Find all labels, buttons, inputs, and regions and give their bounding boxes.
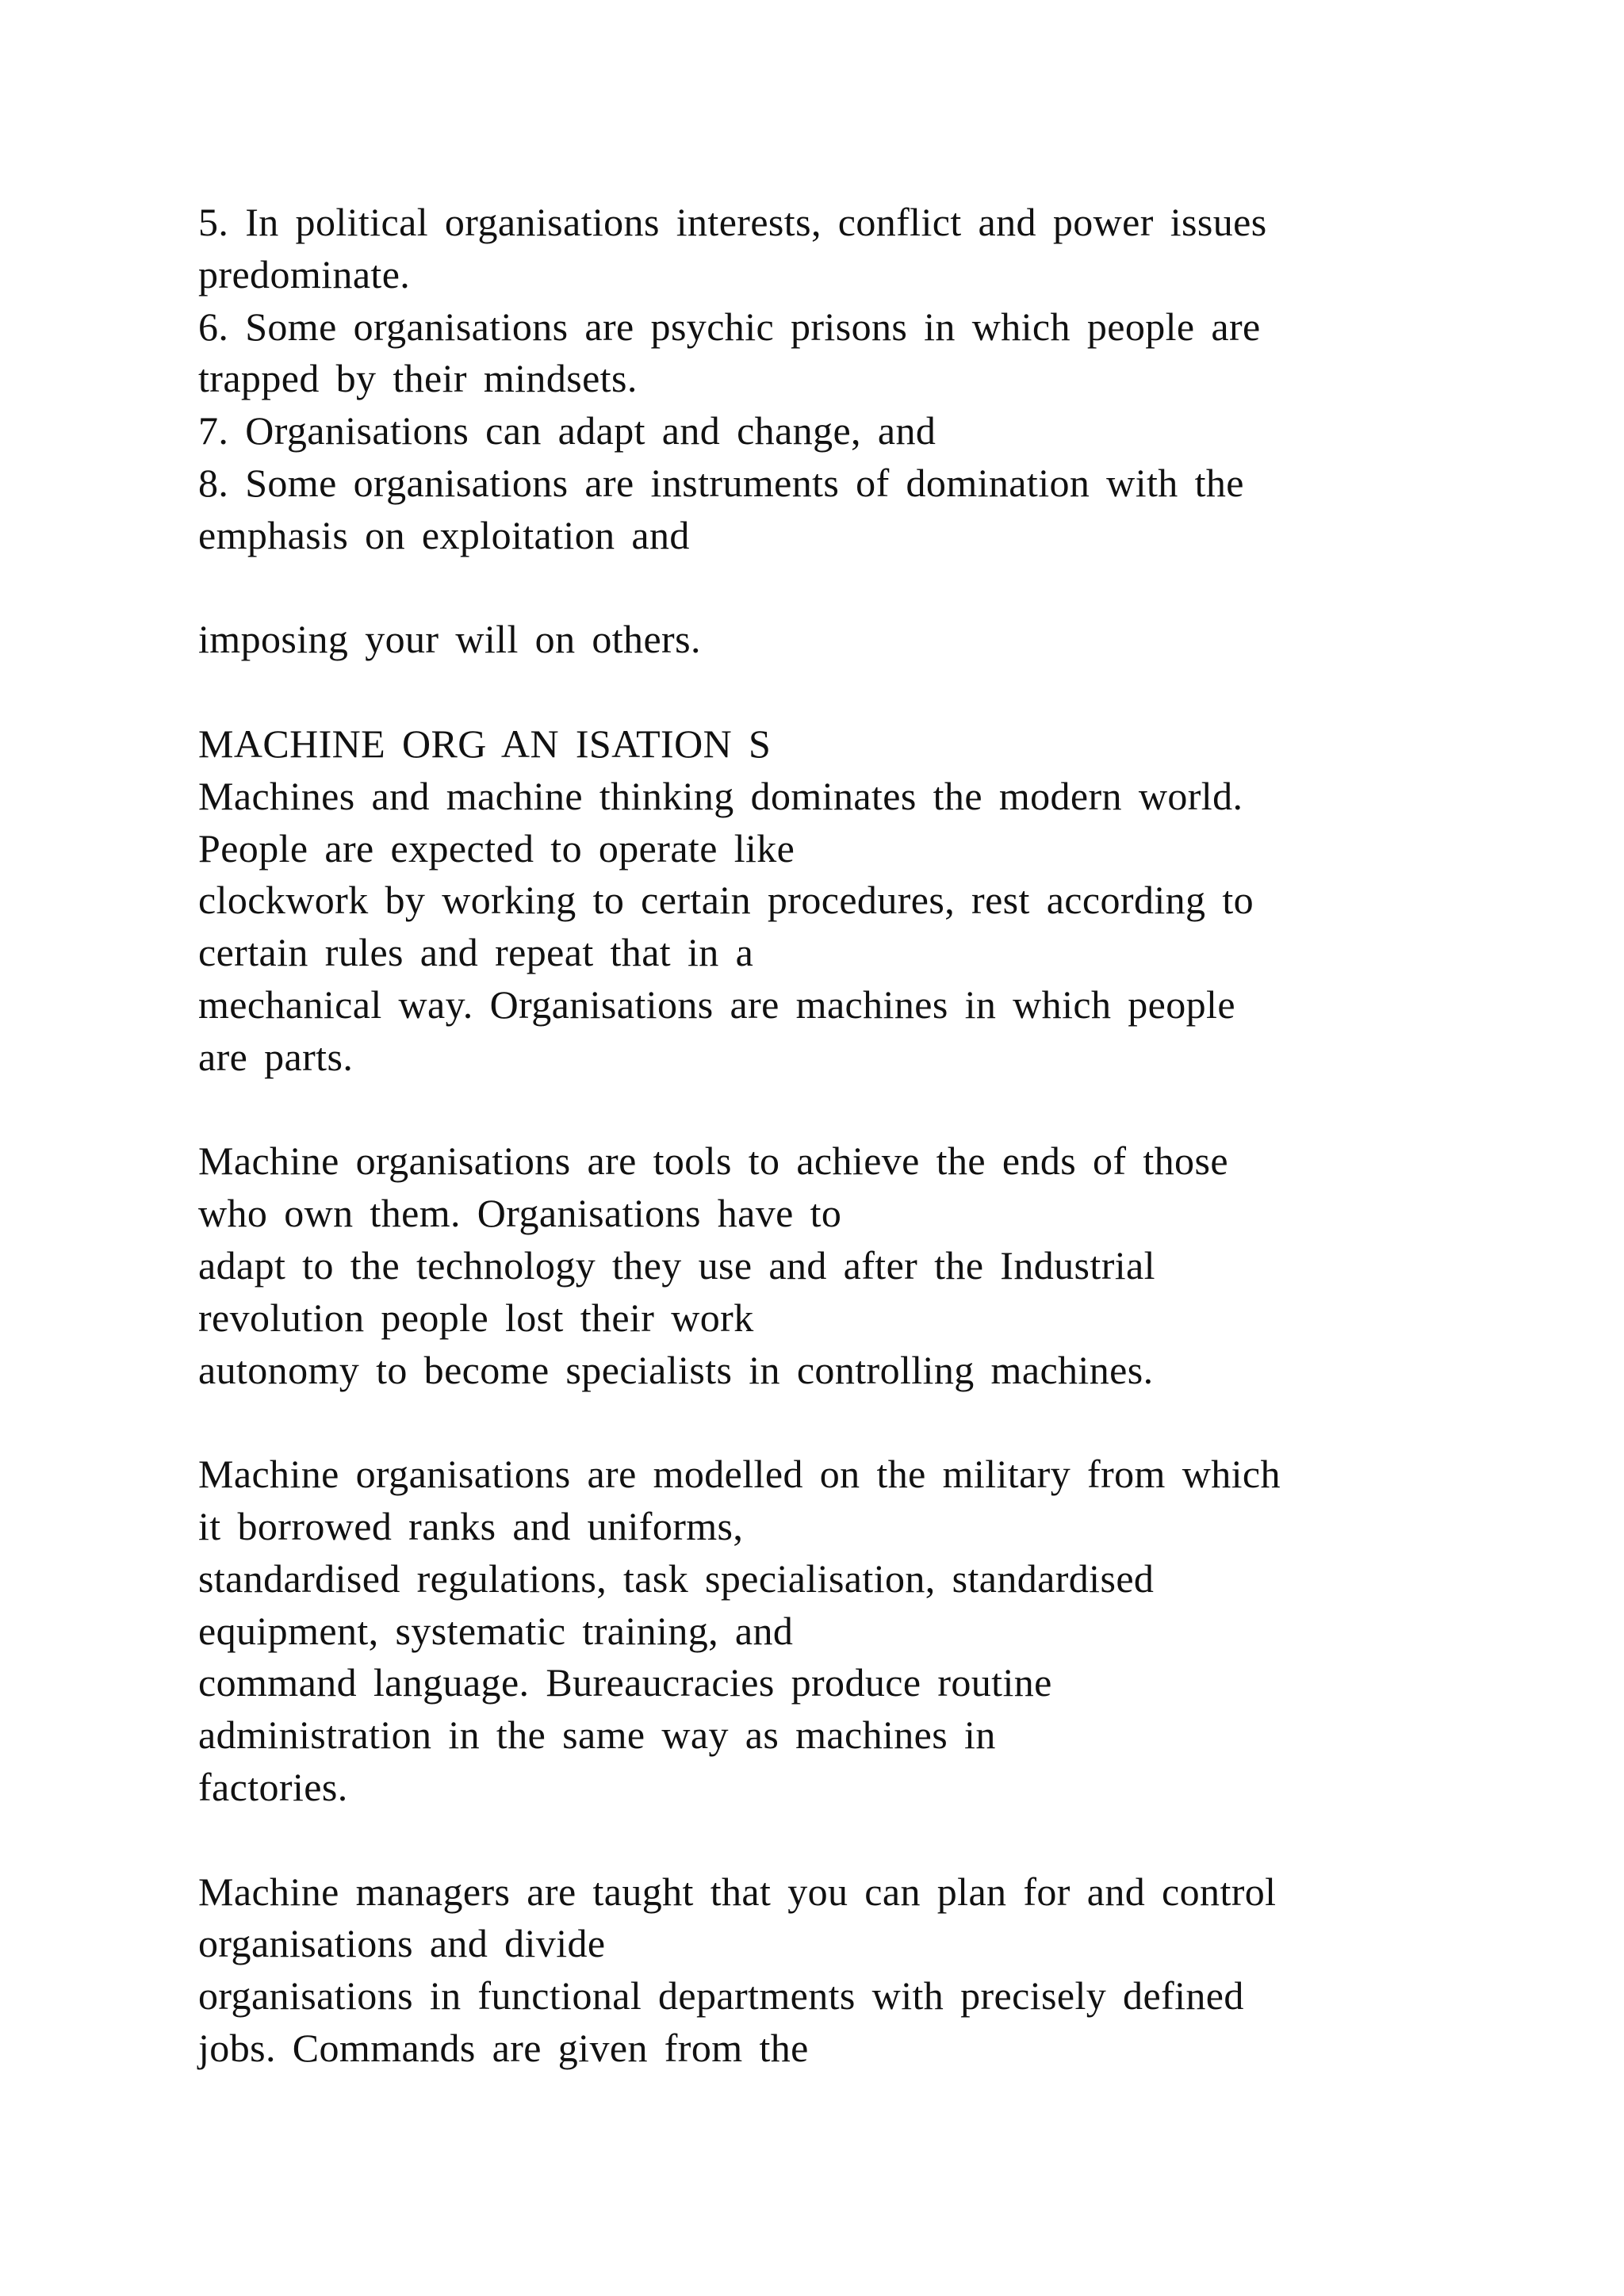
text-line: are parts. — [198, 1034, 354, 1079]
text-line: 6. Some organisations are psychic prisons in which people are — [198, 304, 1261, 349]
text-line: equipment, systematic training, and — [198, 1608, 794, 1653]
text-line: Machines and machine thinking dominates the modern world. — [198, 773, 1243, 818]
blank-line — [198, 1396, 1467, 1448]
text-line: organisations in functional departments with precisely defined — [198, 1973, 1244, 2019]
blank-line — [198, 1814, 1467, 1866]
text-line: autonomy to become specialists in controlling machines. — [198, 1347, 1154, 1392]
section-heading: MACHINE ORG AN ISATION S — [198, 721, 772, 766]
text-line: 5. In political organisations interests, conflict and power issues — [198, 200, 1267, 244]
text-line: Machine organisations are tools to achieve the ends of those — [198, 1138, 1228, 1184]
text-line: it borrowed ranks and uniforms, — [198, 1503, 744, 1548]
text-line: predominate. — [198, 251, 411, 297]
text-line: trapped by their mindsets. — [198, 356, 638, 401]
blank-line — [198, 666, 1467, 718]
text-line: Machine organisations are modelled on the military from which — [198, 1452, 1281, 1497]
text-line: certain rules and repeat that in a — [198, 930, 754, 975]
document-body — [198, 197, 1467, 2075]
text-line: revolution people lost their work — [198, 1295, 754, 1340]
text-line: administration in the same way as machines in — [198, 1712, 996, 1758]
text-line: who own them. Organisations have to — [198, 1191, 842, 1236]
text-line: 8. Some organisations are instruments of domination with the — [198, 460, 1244, 505]
text-line: imposing your will on others. — [198, 617, 701, 662]
text-line: command language. Bureaucracies produce routine — [198, 1660, 1052, 1705]
text-line: Machine managers are taught that you can plan for and control — [198, 1869, 1277, 1914]
text-line: adapt to the technology they use and after the Industrial — [198, 1242, 1155, 1288]
text-line: standardised regulations, task specialisation, standardised — [198, 1556, 1155, 1601]
text-line: organisations and divide — [198, 1921, 606, 1966]
text-line: mechanical way. Organisations are machines in which people — [198, 982, 1235, 1027]
blank-line — [198, 562, 1467, 614]
text-line: jobs. Commands are given from the — [198, 2025, 809, 2070]
text-line: People are expected to operate like — [198, 825, 795, 871]
blank-line — [198, 1084, 1467, 1136]
text-line: 7. Organisations can adapt and change, and — [198, 408, 936, 453]
text-line: clockwork by working to certain procedures, rest according to — [198, 878, 1254, 923]
text-line: emphasis on exploitation and — [198, 512, 690, 557]
text-line: factories. — [198, 1764, 348, 1809]
